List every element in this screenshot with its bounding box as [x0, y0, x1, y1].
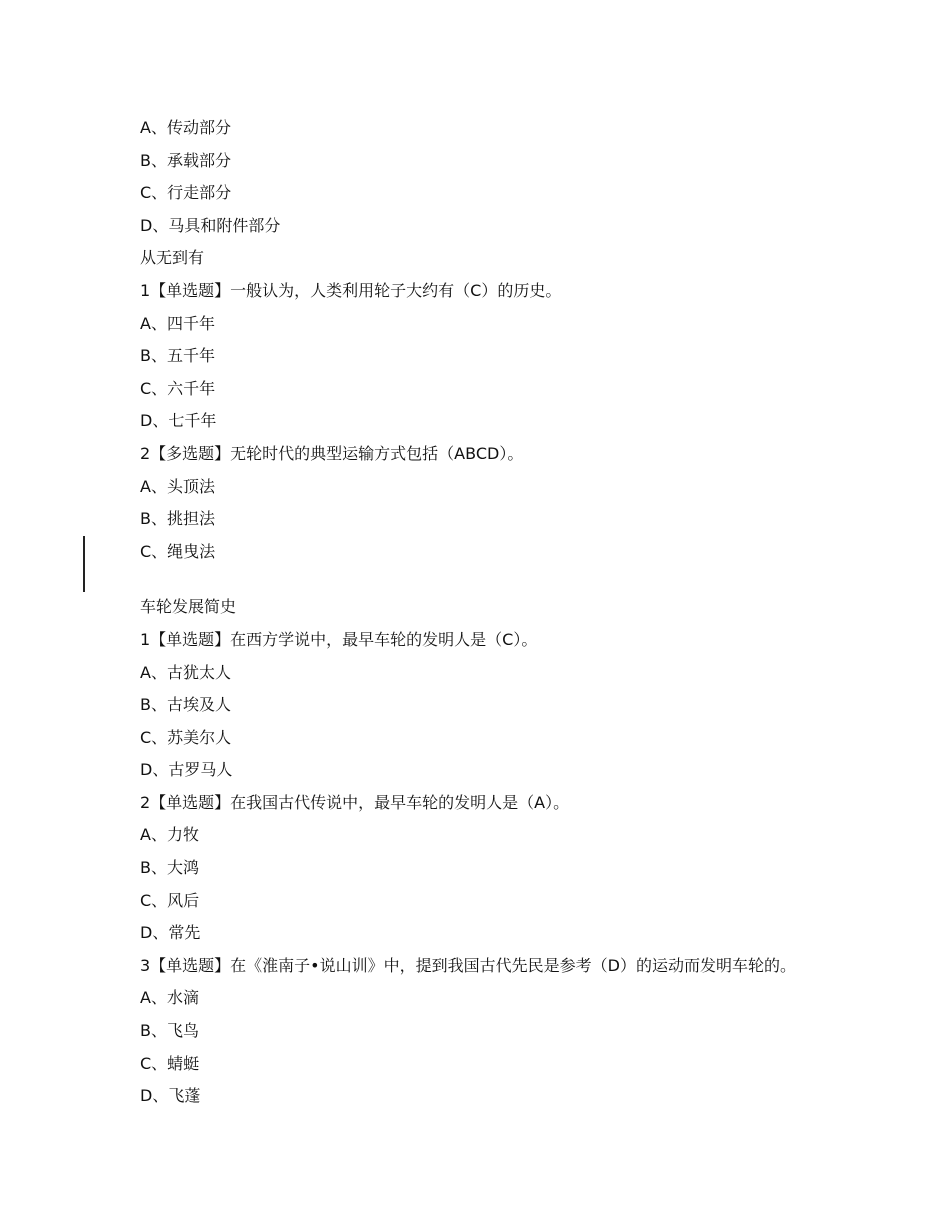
- question-line: 2【多选题】无轮时代的典型运输方式包括（ABCD）。: [140, 443, 524, 463]
- option-line: B、古埃及人: [140, 695, 231, 715]
- option-line: D、马具和附件部分: [140, 215, 281, 235]
- option-line: D、常先: [140, 923, 201, 943]
- option-line: B、五千年: [140, 346, 215, 366]
- option-line: C、风后: [140, 890, 200, 910]
- option-line: C、六千年: [140, 378, 216, 398]
- option-line: C、行走部分: [140, 183, 232, 203]
- option-line: A、水滴: [140, 988, 199, 1008]
- section-heading: 从无到有: [140, 248, 205, 268]
- option-line: B、大鸿: [140, 858, 199, 878]
- option-line: A、四千年: [140, 313, 215, 333]
- section-heading: 车轮发展简史: [140, 597, 237, 617]
- paragraph-gap: [140, 568, 900, 591]
- option-line: C、蜻蜓: [140, 1053, 200, 1073]
- option-line: B、挑担法: [140, 509, 215, 529]
- question-line: 1【单选题】在西方学说中，最早车轮的发明人是（C）。: [140, 629, 538, 649]
- document-content: [140, 112, 900, 1113]
- option-line: D、飞蓬: [140, 1086, 201, 1106]
- question-line: 1【单选题】一般认为，人类利用轮子大约有（C）的历史。: [140, 280, 562, 300]
- question-line: 3【单选题】在《淮南子•说山训》中，提到我国古代先民是参考（D）的运动而发明车轮的。: [140, 955, 796, 975]
- option-line: D、七千年: [140, 411, 217, 431]
- option-line: A、力牧: [140, 825, 199, 845]
- option-line: A、头顶法: [140, 476, 215, 496]
- option-line: B、飞鸟: [140, 1021, 199, 1041]
- option-line: C、苏美尔人: [140, 727, 232, 747]
- option-line: A、古犹太人: [140, 662, 231, 682]
- option-line: C、绳曳法: [140, 541, 216, 561]
- question-line: 2【单选题】在我国古代传说中，最早车轮的发明人是（A）。: [140, 792, 570, 812]
- option-line: A、传动部分: [140, 118, 231, 137]
- option-line: D、古罗马人: [140, 760, 233, 780]
- option-line: B、承载部分: [140, 150, 231, 170]
- text-cursor: [83, 536, 85, 592]
